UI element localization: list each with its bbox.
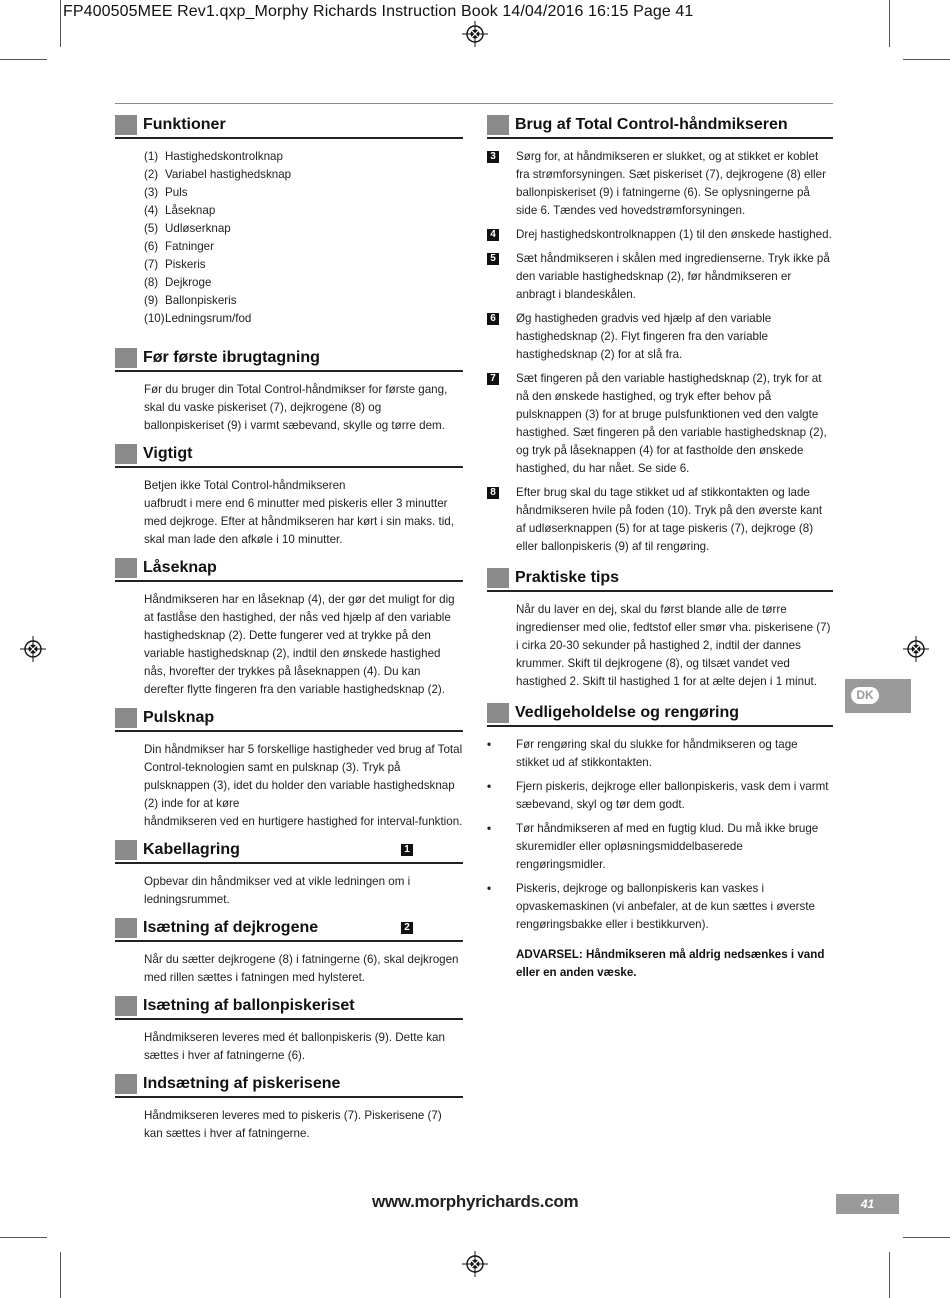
list-item (144, 238, 463, 256)
language-tab (845, 679, 911, 713)
section-lock (115, 558, 463, 699)
item-text: Tør håndmikseren af med en fugtig klud. Du må ikke bruge skuremidler eller opløsningsmiddelbaserede rengøringsmidler. (516, 822, 819, 871)
step-number-badge: 7 (487, 373, 499, 385)
paragraph: uafbrudt i mere end 6 minutter med piskeris eller 3 minutter med dejkroge. Efter at håndmikseren har kørt i sin maks. tid, skal man lade den afkøle i 10 minutter. (144, 497, 454, 546)
section-title: Vigtigt (143, 445, 193, 462)
step-text: Efter brug skal du tage stikket ud af stikkontakten og lade håndmikseren hvile på foden (10). Tryk på den øverste kant af udløserknappen (5) for at tage piskeris (7), dejkroge (8) eller ballonpiskeris (9) af til rengøring. (516, 486, 823, 553)
figure-number-badge: 1 (401, 844, 413, 856)
heading-marker (115, 840, 137, 860)
step-text: Sørg for, at håndmikseren er slukket, og at stikket er koblet fra strømforsyningen. Sæt piskeriset (7), dejkrogene (8) eller ballonpiskeriset (9) i fatningerne (6). Se oplysningerne på side 6. Tændes ved hovedstrømforsyningen. (516, 150, 826, 217)
section-body (115, 741, 463, 831)
list-item (487, 736, 833, 772)
right-column (487, 115, 833, 993)
paragraph: Før du bruger din Total Control-håndmikser for første gang, skal du vaske piskeriset (7), dejkrogene (8) og ballonpiskeriset (9) i varmt sæbevand, skylle og tørre dem. (144, 383, 448, 432)
heading-marker (487, 568, 509, 588)
item-number: (9) (144, 294, 159, 307)
section-heading (487, 703, 833, 727)
section-body (115, 1029, 463, 1065)
item-label: Piskeris (165, 258, 206, 271)
item-label: Udløserknap (165, 222, 231, 235)
item-number: (6) (144, 240, 159, 253)
section-heading (487, 568, 833, 592)
crop-mark (0, 1237, 47, 1238)
list-item (144, 310, 463, 328)
crop-mark (60, 0, 61, 47)
crop-mark (889, 0, 890, 47)
section-usage (487, 115, 833, 556)
item-number: (4) (144, 204, 159, 217)
item-label: Hastighedskontrolknap (165, 150, 283, 163)
section-dough-hooks (115, 918, 463, 987)
list-item (144, 274, 463, 292)
section-heading (115, 840, 463, 864)
item-label: Ledningsrum/fod (165, 312, 252, 325)
section-body (115, 381, 463, 435)
paragraph: Opbevar din håndmikser ved at vikle ledningen om i ledningsrummet. (144, 875, 411, 906)
section-heading (115, 996, 463, 1020)
section-pulse (115, 708, 463, 831)
registration-mark-icon (462, 1251, 488, 1277)
heading-marker (115, 444, 137, 464)
item-number: (7) (144, 258, 159, 271)
figure-number-badge: 2 (401, 922, 413, 934)
page-number: 41 (836, 1194, 899, 1214)
item-number: (2) (144, 168, 159, 181)
section-title: Indsætning af piskerisene (143, 1075, 341, 1092)
heading-marker (115, 996, 137, 1016)
item-label: Puls (165, 186, 188, 199)
section-title: Før første ibrugtagning (143, 349, 320, 366)
list-item (144, 148, 463, 166)
section-title: Vedligeholdelse og rengøring (515, 704, 740, 721)
maintenance-list (487, 736, 833, 934)
list-item (144, 256, 463, 274)
step-text: Øg hastigheden gradvis ved hjælp af den variable hastighedsknap (2). Flyt fingeren fra den variable hastighedsknap (2) for at slå fra. (516, 312, 772, 361)
paragraph: Din håndmikser har 5 forskellige hastigheder ved brug af Total Control-teknologien samt en pulsknap (3). Tryk på pulsknappen (3), idet du holder den variable hastighedsknap (2) inde for at køre (144, 743, 463, 810)
section-cable (115, 840, 463, 909)
section-title: Låseknap (143, 559, 217, 576)
step-item (487, 148, 833, 220)
section-heading (115, 708, 463, 732)
section-body (115, 591, 463, 699)
paragraph: Når du sætter dejkrogene (8) i fatningerne (6), skal dejkrogen med rillen sættes i fatningen med hylsteret. (144, 953, 459, 984)
heading-marker (487, 703, 509, 723)
item-label: Fatninger (165, 240, 214, 253)
crop-mark (903, 59, 950, 60)
section-important (115, 444, 463, 549)
registration-mark-icon (20, 636, 46, 662)
section-body (115, 951, 463, 987)
paragraph: Håndmikseren leveres med to piskeris (7). Piskerisene (7) kan sættes i hver af fatningerne. (144, 1109, 442, 1140)
bullet: • (487, 780, 492, 793)
step-item (487, 310, 833, 364)
item-number: (8) (144, 276, 159, 289)
heading-marker (115, 1074, 137, 1094)
section-body (115, 1107, 463, 1143)
step-item (487, 484, 833, 556)
paragraph: Når du laver en dej, skal du først blande alle de tørre ingredienser med olie, fedtstof eller smør vha. piskerisene (7) i cirka 20-30 sekunder på hastighed 2, indtil der dannes krummer. Skift til dejkrogene (8), og tilsæt vandet ved hastighed 2. Skift til hastighed 1 for at ælte dejen i 1 minut. (516, 603, 831, 688)
list-item (487, 880, 833, 934)
item-text: Før rengøring skal du slukke for håndmikseren og tage stikket ud af stikkontakten. (516, 738, 798, 769)
footer-website: www.morphyrichards.com (372, 1192, 579, 1211)
registration-mark-icon (462, 21, 488, 47)
item-text: Piskeris, dejkroge og ballonpiskeris kan vaskes i opvaskemaskinen (vi anbefaler, at de kun sættes i øverste rengøringsbakke eller i bestikkurven). (516, 882, 816, 931)
list-item (144, 202, 463, 220)
section-functions (115, 115, 463, 328)
left-column (115, 115, 463, 1152)
section-first-use (115, 348, 463, 435)
section-title: Isætning af dejkrogene (143, 919, 319, 936)
paragraph: Betjen ikke Total Control-håndmikseren (144, 479, 346, 492)
step-item (487, 250, 833, 304)
item-text: Fjern piskeris, dejkroge eller ballonpiskeris, vask dem i varmt sæbevand, skyl og tør dem godt. (516, 780, 829, 811)
list-item (144, 292, 463, 310)
heading-marker (487, 115, 509, 135)
functions-list (144, 148, 463, 328)
item-label: Dejkroge (165, 276, 212, 289)
heading-marker (115, 918, 137, 938)
item-label: Låseknap (165, 204, 216, 217)
heading-marker (115, 348, 137, 368)
crop-mark (889, 1252, 890, 1298)
registration-mark-icon (903, 636, 929, 662)
section-heading (487, 115, 833, 139)
section-title: Isætning af ballonpiskeriset (143, 997, 355, 1014)
bullet: • (487, 882, 492, 895)
section-maintenance (487, 703, 833, 982)
section-heading (115, 558, 463, 582)
step-text: Sæt håndmikseren i skålen med ingredienserne. Tryk ikke på den variable hastighedsknap (2), før håndmikseren er anbragt i blandeskålen. (516, 252, 830, 301)
section-heading (115, 918, 463, 942)
section-title: Kabellagring (143, 841, 240, 858)
heading-marker (115, 558, 137, 578)
paragraph: Håndmikseren har en låseknap (4), der gør det muligt for dig at fastlåse den hastighed, der nås ved hjælp af den variable hastighedsknap (2). Dette fungerer ved at trykke på den variable hastighedsknap (2), indtil den ønskede hastighed nås, hvorefter der trykkes på låseknappen (4). Du kan derefter flytte fingeren fra den variable hastighedsknap (2). (144, 593, 455, 696)
step-item (487, 226, 833, 244)
language-label: DK (851, 687, 879, 704)
heading-marker (115, 708, 137, 728)
list-item (144, 166, 463, 184)
section-body (115, 873, 463, 909)
section-body (115, 148, 463, 328)
item-label: Variabel hastighedsknap (165, 168, 292, 181)
bullet: • (487, 822, 492, 835)
step-number-badge: 6 (487, 313, 499, 325)
list-item (487, 778, 833, 814)
crop-mark (903, 1237, 950, 1238)
heading-marker (115, 115, 137, 135)
item-label: Ballonpiskeris (165, 294, 237, 307)
section-heading (115, 115, 463, 139)
item-number: (10) (144, 312, 165, 325)
section-title: Funktioner (143, 116, 226, 133)
list-item (487, 820, 833, 874)
section-beaters (115, 1074, 463, 1143)
bullet: • (487, 738, 492, 751)
usage-steps (487, 148, 833, 556)
paragraph: håndmikseren ved en hurtigere hastighed for interval-funktion. (144, 815, 463, 828)
step-number-badge: 8 (487, 487, 499, 499)
section-heading (115, 1074, 463, 1098)
crop-mark (60, 1252, 61, 1298)
item-number: (5) (144, 222, 159, 235)
paragraph: Håndmikseren leveres med ét ballonpiskeris (9). Dette kan sættes i hver af fatningerne (6). (144, 1031, 445, 1062)
step-number-badge: 5 (487, 253, 499, 265)
step-text: Drej hastighedskontrolknappen (1) til den ønskede hastighed. (516, 228, 832, 241)
step-number-badge: 3 (487, 151, 499, 163)
item-number: (3) (144, 186, 159, 199)
section-title: Praktiske tips (515, 569, 620, 586)
list-item (144, 220, 463, 238)
step-text: Sæt fingeren på den variable hastighedsknap (2), tryk for at nå den ønskede hastighed, og tryk efter behov på pulsknappen (3) for at bruge pulsfunktionen ved den valgte hastighed. Sæt fingeren på den variable hastighedsknap (2), og tryk på låseknappen (4) for at fastholde den ønskede hastighed, du har nået. Se side 6. (516, 372, 827, 475)
step-number-badge: 4 (487, 229, 499, 241)
section-balloon (115, 996, 463, 1065)
section-tips (487, 568, 833, 691)
section-heading (115, 444, 463, 468)
item-number: (1) (144, 150, 159, 163)
list-item (144, 184, 463, 202)
printer-slug: FP400505MEE Rev1.qxp_Morphy Richards Instruction Book 14/04/2016 16:15 Page 41 (63, 3, 694, 20)
warning-text: ADVARSEL: Håndmikseren må aldrig nedsænkes i vand eller en anden væske. (516, 947, 825, 979)
section-body (487, 601, 833, 691)
crop-mark (0, 59, 47, 60)
top-rule (115, 103, 833, 104)
section-title: Pulsknap (143, 709, 215, 726)
section-body (115, 477, 463, 549)
step-item (487, 370, 833, 478)
section-heading (115, 348, 463, 372)
section-title: Brug af Total Control-håndmikseren (515, 116, 788, 133)
